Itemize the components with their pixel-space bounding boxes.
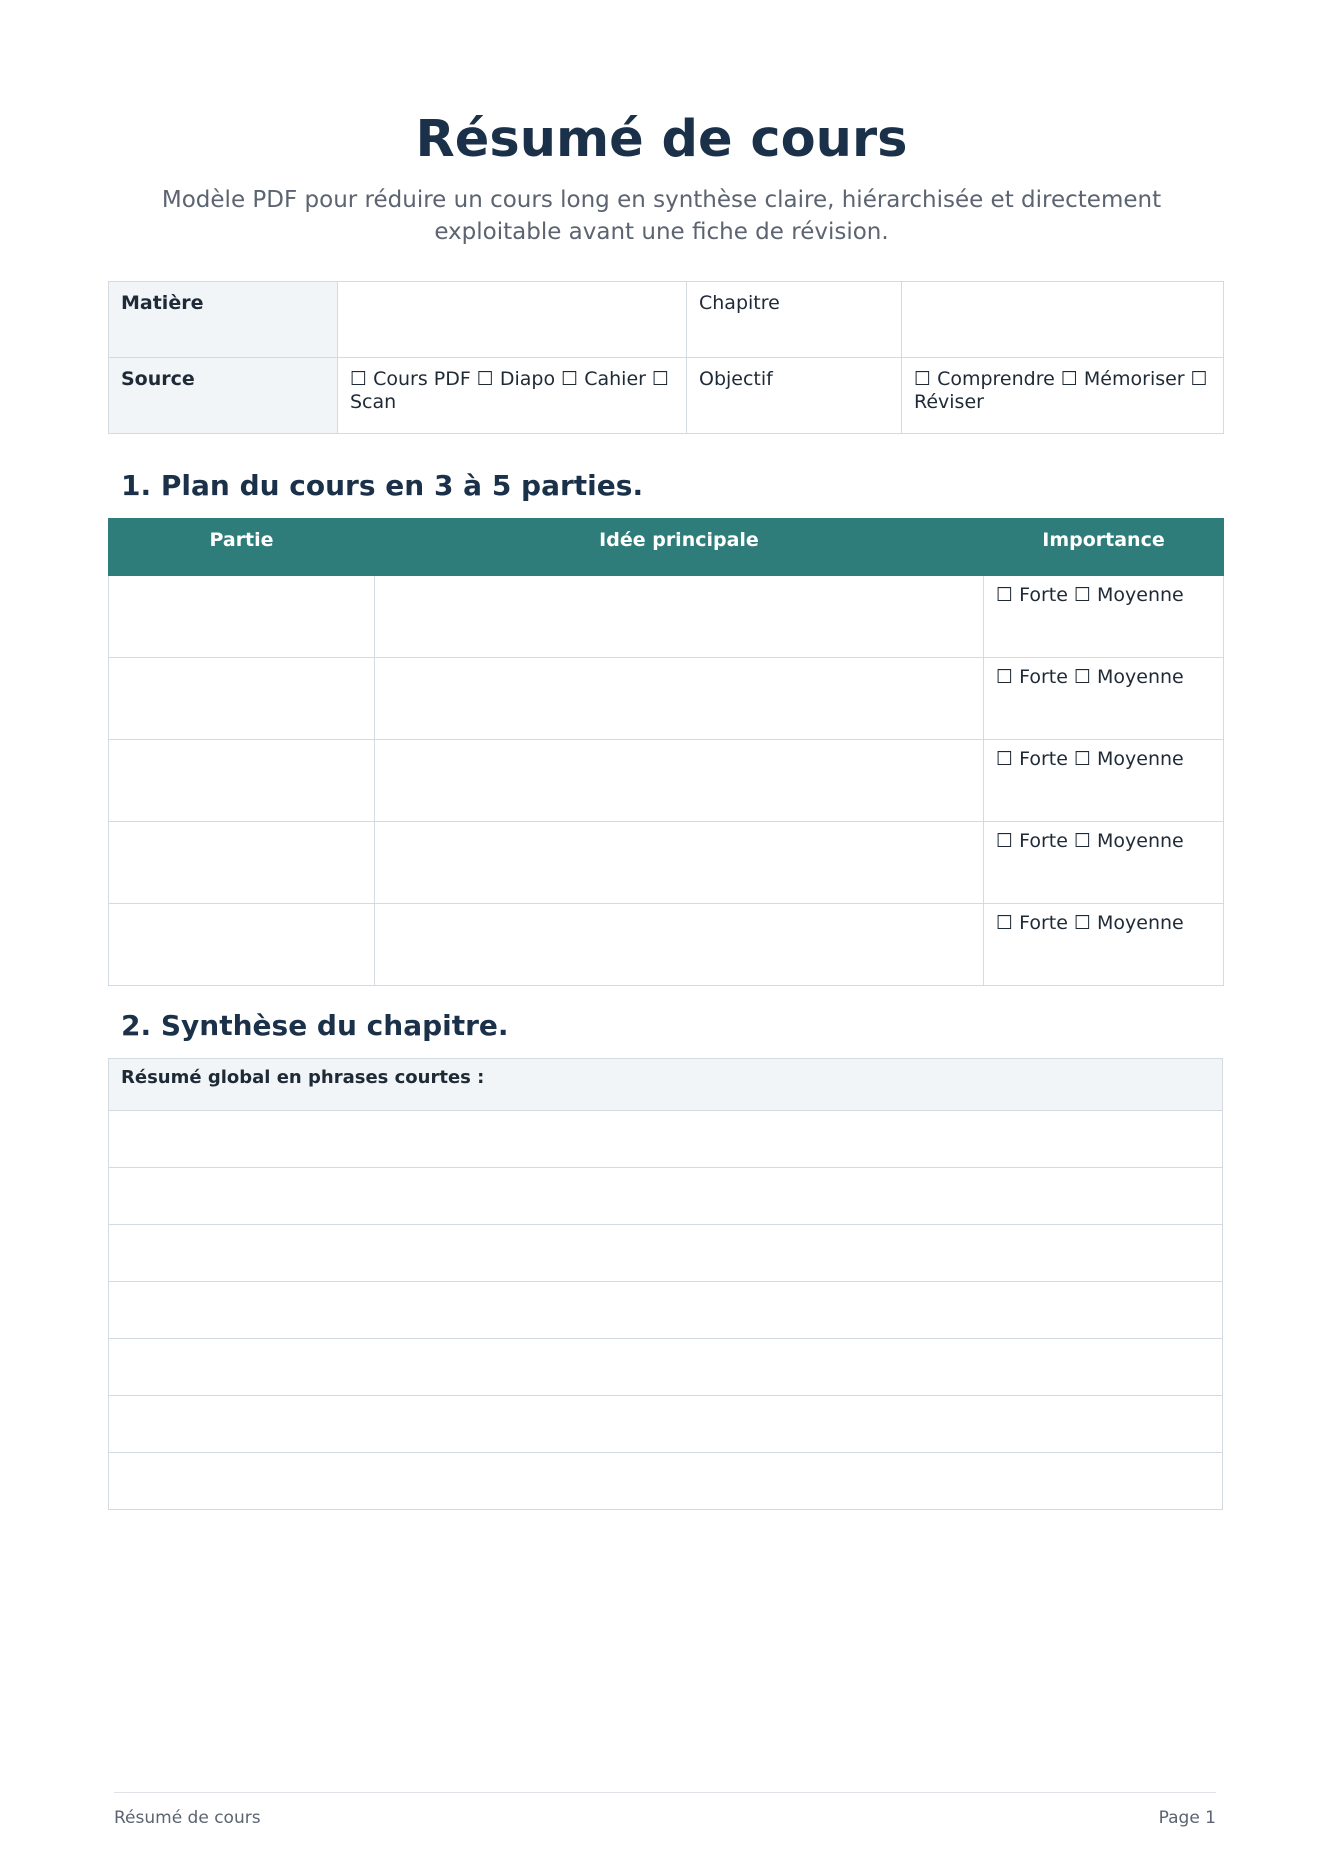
partie-cell[interactable] <box>109 576 375 658</box>
section-title-synthese: 2. Synthèse du chapitre. <box>121 1009 509 1042</box>
idee-cell[interactable] <box>375 658 984 740</box>
column-header-importance: Importance <box>984 519 1224 576</box>
page-subtitle: Modèle PDF pour réduire un cours long en synthèse claire, hiérarchisée et directement exploitable avant une fiche de révision. <box>161 187 1162 245</box>
table-row <box>109 576 1224 658</box>
writing-line <box>109 1282 1223 1339</box>
partie-cell[interactable] <box>109 904 375 986</box>
idee-cell[interactable] <box>375 740 984 822</box>
table-row <box>109 740 1224 822</box>
writing-line-cell[interactable] <box>109 1453 1223 1510</box>
partie-cell[interactable] <box>109 822 375 904</box>
info-table <box>108 281 1224 434</box>
section-title-plan: 1. Plan du cours en 3 à 5 parties. <box>121 469 644 502</box>
importance-cell[interactable]: ☐ Forte ☐ Moyenne <box>984 576 1224 658</box>
writing-line-cell[interactable] <box>109 1111 1223 1168</box>
writing-line-cell[interactable] <box>109 1225 1223 1282</box>
table-row <box>109 904 1224 986</box>
footer-title: Résumé de cours <box>114 1808 261 1828</box>
matiere-field[interactable] <box>338 282 687 358</box>
importance-cell[interactable]: ☐ Forte ☐ Moyenne <box>984 658 1224 740</box>
writing-line <box>109 1225 1223 1282</box>
idee-cell[interactable] <box>375 822 984 904</box>
column-header-idee: Idée principale <box>375 519 984 576</box>
synthese-table <box>108 1058 1223 1510</box>
plan-table <box>108 518 1224 986</box>
synthese-header-row <box>109 1059 1223 1111</box>
matiere-label: Matière <box>109 282 338 358</box>
source-label: Source <box>109 358 338 434</box>
writing-line-cell[interactable] <box>109 1282 1223 1339</box>
importance-cell[interactable]: ☐ Forte ☐ Moyenne <box>984 822 1224 904</box>
source-options[interactable]: ☐ Cours PDF ☐ Diapo ☐ Cahier ☐ Scan <box>338 358 687 434</box>
writing-line <box>109 1396 1223 1453</box>
page-number: Page 1 <box>1158 1808 1216 1828</box>
writing-line <box>109 1168 1223 1225</box>
chapitre-label: Chapitre <box>687 282 902 358</box>
idee-cell[interactable] <box>375 904 984 986</box>
writing-line-cell[interactable] <box>109 1339 1223 1396</box>
partie-cell[interactable] <box>109 740 375 822</box>
objectif-options[interactable]: ☐ Comprendre ☐ Mémoriser ☐ Réviser <box>902 358 1224 434</box>
synthese-header: Résumé global en phrases courtes : <box>109 1059 1223 1111</box>
writing-line <box>109 1111 1223 1168</box>
chapitre-field[interactable] <box>902 282 1224 358</box>
info-row-matiere <box>109 282 1224 358</box>
writing-line <box>109 1453 1223 1510</box>
page-title: Résumé de cours <box>415 110 908 169</box>
table-row <box>109 822 1224 904</box>
importance-cell[interactable]: ☐ Forte ☐ Moyenne <box>984 740 1224 822</box>
writing-line-cell[interactable] <box>109 1168 1223 1225</box>
idee-cell[interactable] <box>375 576 984 658</box>
importance-cell[interactable]: ☐ Forte ☐ Moyenne <box>984 904 1224 986</box>
plan-header-row <box>109 519 1224 576</box>
partie-cell[interactable] <box>109 658 375 740</box>
writing-line-cell[interactable] <box>109 1396 1223 1453</box>
table-row <box>109 658 1224 740</box>
writing-line <box>109 1339 1223 1396</box>
column-header-partie: Partie <box>109 519 375 576</box>
info-row-source <box>109 358 1224 434</box>
objectif-label: Objectif <box>687 358 902 434</box>
footer-divider <box>114 1792 1216 1793</box>
